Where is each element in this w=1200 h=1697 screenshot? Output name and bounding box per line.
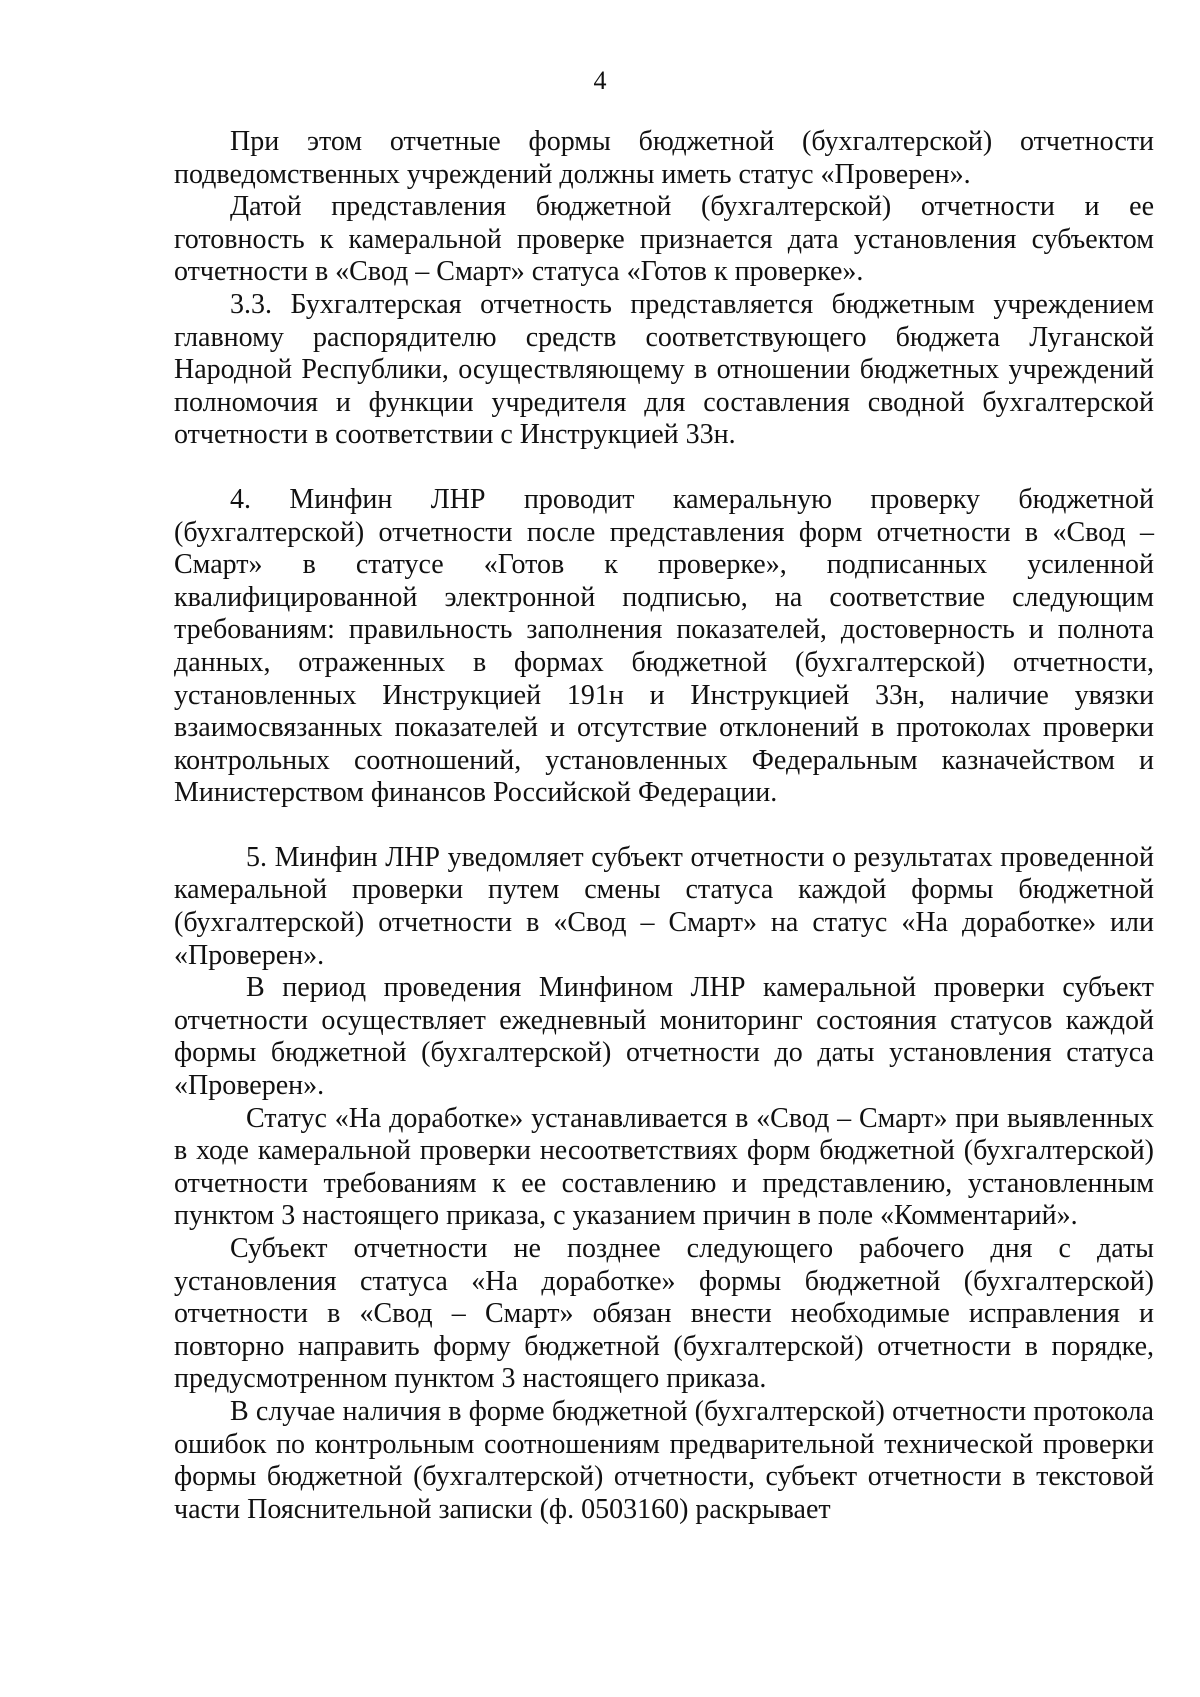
paragraph-submission-date: Датой представления бюджетной (бухгалтерской) отчетности и ее готовность к камеральной проверке признается дата установления субъектом отчетности в «Свод – Смарт» статуса «Готов к проверке».: [174, 191, 1154, 288]
page-number: 4: [593, 66, 607, 95]
paragraph-corrections: Субъект отчетности не позднее следующего рабочего дня с даты установления статуса «На доработке» формы бюджетной (бухгалтерской) отчетности в «Свод – Смарт» обязан внести необходимые исправления и повторно направить форму бюджетной (бухгалтерской) отчетности в порядке, предусмотренном пунктом 3 настоящего приказа.: [174, 1233, 1154, 1395]
paragraph-status-checked: При этом отчетные формы бюджетной (бухгалтерской) отчетности подведомственных учреждений должны иметь статус «Проверен».: [174, 126, 1154, 190]
paragraph-status-revision: Статус «На доработке» устанавливается в «Свод – Смарт» при выявленных в ходе камеральной проверки несоответствиях форм бюджетной (бухгалтерской) отчетности требованиям к ее составлению и представлению, установленным пунктом 3 настоящего приказа, с указанием причин в поле «Комментарий».: [174, 1102, 1154, 1232]
paragraph-5: 5. Минфин ЛНР уведомляет субъект отчетности о результатах проведенной камеральной проверки путем смены статуса каждой формы бюджетной (бухгалтерской) отчетности в «Свод – Смарт» на статус «На доработке» или «Проверен».: [174, 841, 1154, 971]
paragraph-4: 4. Минфин ЛНР проводит камеральную проверку бюджетной (бухгалтерской) отчетности после представления форм отчетности в «Свод – Смарт» в статусе «Готов к проверке», подписанных усиленной квалифицированной электронной подписью, на соответствие следующим требованиям: правильность заполнения показателей, достоверность и полнота данных, отраженных в формах бюджетной (бухгалтерской) отчетности, установленных Инструкцией 191н и Инструкцией 33н, наличие увязки взаимосвязанных показателей и отсутствие отклонений в протоколах проверки контрольных соотношений, установленных Федеральным казначейством и Министерством финансов Российской Федерации.: [174, 483, 1154, 809]
paragraph-monitoring: В период проведения Минфином ЛНР камеральной проверки субъект отчетности осуществляет ежедневный мониторинг состояния статусов каждой формы бюджетной (бухгалтерской) отчетности до даты установления статуса «Проверен».: [174, 972, 1154, 1102]
paragraph-error-protocol: В случае наличия в форме бюджетной (бухгалтерской) отчетности протокола ошибок по контрольным соотношениям предварительной технической проверки формы бюджетной (бухгалтерской) отчетности, субъект отчетности в текстовой части Пояснительной записки (ф. 0503160) раскрывает: [174, 1395, 1154, 1525]
paragraph-3-3: 3.3. Бухгалтерская отчетность представляется бюджетным учреждением главному распорядителю средств соответствующего бюджета Луганской Народной Республики, осуществляющему в отношении бюджетных учреждений полномочия и функции учредителя для составления сводной бухгалтерской отчетности в соответствии с Инструкцией 33н.: [174, 288, 1154, 451]
document-body: [174, 126, 1154, 1526]
